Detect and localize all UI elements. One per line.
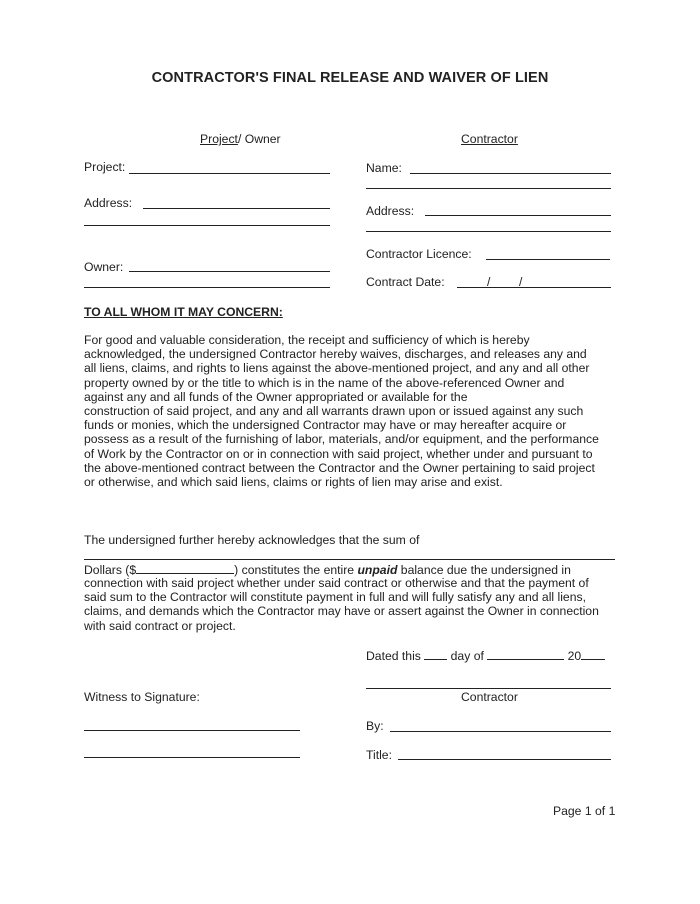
contractor-name-field-2[interactable] <box>366 188 611 189</box>
contractor-section-heading: Contractor <box>461 132 518 146</box>
contract-date-field[interactable] <box>457 287 611 288</box>
dollars-prefix: Dollars ($ <box>84 563 137 577</box>
owner-field-2[interactable] <box>84 287 330 288</box>
contract-date-separator-1: / <box>487 275 491 289</box>
by-field[interactable] <box>390 731 611 732</box>
contractor-licence-field[interactable] <box>486 259 610 260</box>
contractor-address-label: Address: <box>366 204 415 218</box>
witness-signature-line-2[interactable] <box>84 757 300 758</box>
owner-label: Owner: <box>84 260 124 274</box>
project-field[interactable] <box>129 173 330 174</box>
contract-date-separator-2: / <box>519 275 523 289</box>
dollars-close: ) <box>234 563 239 577</box>
signature-contractor-label: Contractor <box>461 690 518 704</box>
witness-label: Witness to Signature: <box>84 690 200 704</box>
dollars-line <box>84 562 571 577</box>
contractor-licence-label: Contractor Licence: <box>366 247 472 261</box>
page-footer: Page 1 of 1 <box>553 804 616 818</box>
by-label: By: <box>366 719 384 733</box>
project-label: Project: <box>84 160 126 174</box>
owner-field[interactable] <box>129 271 330 272</box>
document-title: CONTRACTOR'S FINAL RELEASE AND WAIVER OF LIEN <box>151 70 549 86</box>
owner-address-field-2[interactable] <box>84 225 330 226</box>
title-field[interactable] <box>398 759 611 760</box>
title-label: Title: <box>366 748 392 762</box>
contract-date-label: Contract Date: <box>366 275 445 289</box>
owner-address-field[interactable] <box>143 208 330 209</box>
witness-signature-line-1[interactable] <box>84 730 300 731</box>
dated-month-field[interactable] <box>487 648 564 660</box>
contractor-name-label: Name: <box>366 161 402 175</box>
contractor-address-field-2[interactable] <box>366 231 611 232</box>
dated-line <box>366 648 605 663</box>
payment-paragraph: connection with said project whether under said contract or otherwise and that the payment of said sum to the Contractor will constitute payment in full and will fully satisfy any and all liens, claims, and demands which the Contractor may have or assert against the Owner in connection with said contract or project. <box>84 576 599 633</box>
dated-year-field[interactable] <box>581 648 605 660</box>
owner-section-heading <box>200 132 281 146</box>
dollars-amount-field[interactable] <box>136 562 234 574</box>
contractor-signature-line[interactable] <box>366 688 611 689</box>
release-paragraph: For good and valuable consideration, the receipt and sufficiency of which is hereby acknowledged, the undersigned Contractor hereby waives, discharges, and releases any and all liens, claims, and rights to liens against the above-mentioned project, and any and all other property owned by or the title to which is in the name of the above-referenced Owner and against any and all funds of the Owner appropriated or available for the construction of said project, and any and all warrants drawn upon or issued against any such funds or monies, which the undersigned Contractor may have or may hereafter acquire or possess as a result of the furnishing of labor, materials, and/or equipment, and the performance of Work by the Contractor on or in connection with said project, whether under and pursuant to the above-mentioned contract between the Contractor and the Owner pertaining to said project or otherwise, and which said liens, claims or rights of lien may arise and exist. <box>84 333 599 490</box>
owner-heading-owner: / Owner <box>237 132 281 146</box>
sum-words-field[interactable] <box>84 559 615 560</box>
day-of-label: day of <box>450 649 484 663</box>
owner-heading-project: Project <box>200 132 238 146</box>
dollars-mid: constitutes the entire <box>238 563 358 577</box>
dated-this-label: Dated this <box>366 649 421 663</box>
acknowledge-line: The undersigned further hereby acknowledges that the sum of <box>84 533 420 547</box>
year-prefix: 20 <box>567 649 582 663</box>
dollars-suffix: balance due the undersigned in <box>397 563 571 577</box>
unpaid-word: unpaid <box>357 563 398 577</box>
contractor-name-field[interactable] <box>410 173 611 174</box>
dated-day-field[interactable] <box>424 648 447 660</box>
concern-heading: TO ALL WHOM IT MAY CONCERN: <box>84 305 283 319</box>
owner-address-label: Address: <box>84 196 133 210</box>
contractor-address-field[interactable] <box>425 215 611 216</box>
